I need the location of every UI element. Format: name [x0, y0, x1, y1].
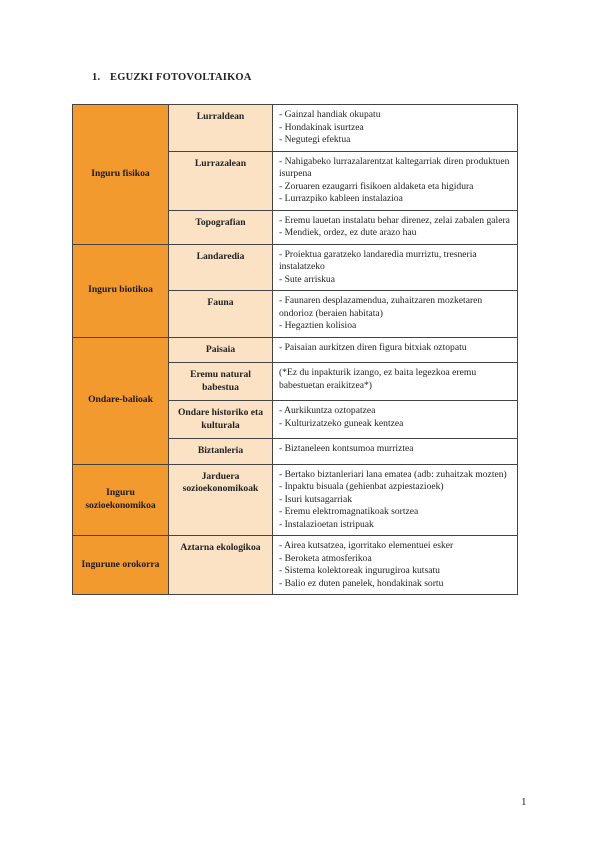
impact-line: - Gainzal handiak okupatu	[279, 109, 381, 120]
impact-line: (*Ez du inpakturik izango, ez baita legezkoa eremu babestuetan eraikitzea*)	[279, 367, 477, 391]
impact-line: - Isuri kutsagarriak	[279, 493, 352, 505]
subcategory-cell: Paisaia	[169, 337, 273, 363]
subcategory-cell: Ondare historiko eta kulturala	[169, 401, 273, 439]
category-cell: Inguru biotikoa	[73, 244, 169, 337]
category-cell: Inguru sozioekonomikoa	[73, 464, 169, 536]
subcategory-cell: Jarduera sozioekonomikoak	[169, 464, 273, 536]
subcategory-cell: Fauna	[169, 291, 273, 338]
subcategory-cell: Landaredia	[169, 244, 273, 291]
impact-description-cell	[273, 151, 518, 210]
impact-description-cell	[273, 210, 518, 244]
impact-line: - Biztaneleen kontsumoa murriztea	[279, 443, 414, 454]
table-row	[73, 464, 518, 536]
impact-line: - Instalazioetan istripuak	[279, 518, 374, 530]
impact-line: - Negutegi efektua	[279, 134, 351, 145]
impact-line: - Airea kutsatzea, igorritako elementuei esker	[279, 540, 454, 551]
subcategory-cell: Lurraldean	[169, 105, 273, 152]
impact-line: - Mendiek, ordez, ez dute arazo hau	[279, 227, 417, 238]
section-number: 1.	[92, 72, 101, 83]
impact-line: - Sistema kolektoreak ingurugiroa kutsatu	[279, 565, 440, 576]
category-cell: Ingurune orokorra	[73, 536, 169, 595]
impact-description-cell	[273, 244, 518, 291]
impact-line: - Aurkikuntza oztopatzea	[279, 405, 376, 416]
impact-line: - Eremu elektromagnatikoak sortzea	[279, 506, 419, 517]
subcategory-cell: Topografian	[169, 210, 273, 244]
impact-description-cell	[273, 337, 518, 363]
impact-line: - Faunaren desplazamendua, zuhaitzaren mozketaren ondorioz (beraien habitata)	[279, 295, 483, 319]
impact-description-cell	[273, 536, 518, 595]
impact-description-cell	[273, 105, 518, 152]
subcategory-cell: Biztanleria	[169, 439, 273, 465]
impact-line: - Beroketa atmosferikoa	[279, 552, 372, 564]
impact-line: - Lurrazpiko kableen instalazioa	[279, 193, 403, 204]
impact-line: - Inpaktu bisuala (gehienbat azpiestazioek)	[279, 481, 444, 492]
impact-line: - Hegaztien kolisioa	[279, 320, 357, 331]
impact-description-cell	[273, 363, 518, 401]
category-cell: Ondare-balioak	[73, 337, 169, 464]
category-cell: Inguru fisikoa	[73, 105, 169, 245]
impact-line: - Eremu lauetan instalatu behar direnez, zelai zabalen galera	[279, 214, 510, 226]
impact-line: - Sute arriskua	[279, 273, 335, 285]
table-row	[73, 337, 518, 363]
impact-line: - Kulturizatzeko guneak kentzea	[279, 417, 404, 429]
subcategory-cell: Aztarna ekologikoa	[169, 536, 273, 595]
impact-description-cell	[273, 464, 518, 536]
section-title: EGUZKI FOTOVOLTAIKOA	[110, 72, 252, 83]
impact-description-cell	[273, 439, 518, 465]
table-row	[73, 244, 518, 291]
impact-table	[72, 104, 518, 595]
subcategory-cell: Eremu natural babestua	[169, 363, 273, 401]
impact-line: - Hondakinak isurtzea	[279, 121, 364, 133]
section-heading	[92, 72, 252, 83]
table-row	[73, 536, 518, 595]
impact-line: - Zoruaren ezaugarri fisikoen aldaketa eta higidura	[279, 180, 474, 192]
subcategory-cell: Lurrazalean	[169, 151, 273, 210]
table-row	[73, 105, 518, 152]
impact-line: - Paisaian aurkitzen diren figura bitxiak oztopatu	[279, 341, 467, 353]
impact-description-cell	[273, 291, 518, 338]
impact-description-cell	[273, 401, 518, 439]
impact-line: - Proiektua garatzeko landaredia murriztu, tresneria instalatzeko	[279, 248, 477, 272]
impact-line: - Nahigabeko lurrazalarentzat kaltegarriak diren produktuen isurpena	[279, 155, 510, 179]
impact-line: - Bertako biztanleriari lana ematea (adb: zuhaitzak mozten)	[279, 468, 507, 480]
page-number: 1	[521, 796, 527, 808]
impact-line: - Balio ez duten panelek, hondakinak sortu	[279, 577, 444, 589]
